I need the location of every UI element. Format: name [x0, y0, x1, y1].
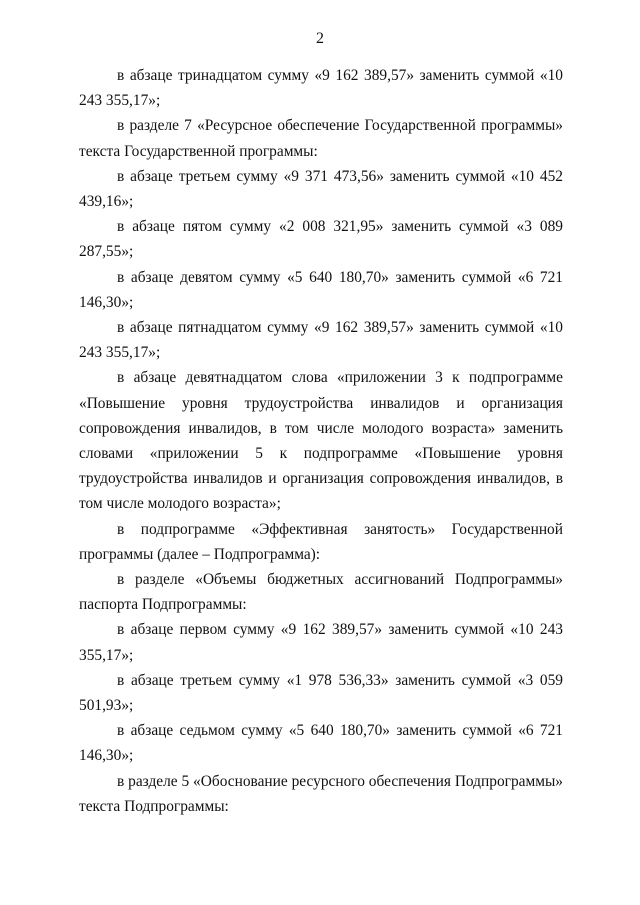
paragraph-4: в абзаце пятом сумму «2 008 321,95» заменить суммой «3 089 287,55»;: [79, 218, 563, 261]
paragraph-11: в абзаце третьем сумму «1 978 536,33» заменить суммой «3 059 501,93»;: [79, 671, 563, 715]
paragraph-6: в абзаце пятнадцатом сумму «9 162 389,57» заменить суммой «10 243 355,17»;: [79, 319, 563, 362]
paragraph-10: в абзаце первом сумму «9 162 389,57» заменить суммой «10 243 355,17»;: [79, 621, 563, 664]
paragraph-8: в подпрограмме «Эффективная занятость» Государственной программы (далее – Подпрограмма):: [79, 520, 563, 563]
paragraph-3: в абзаце третьем сумму «9 371 473,56» заменить суммой «10 452 439,16»;: [79, 167, 563, 211]
paragraph-9: в разделе «Объемы бюджетных ассигнований Подпрограммы» паспорта Подпрограммы:: [79, 571, 563, 614]
paragraph-12: в абзаце седьмом сумму «5 640 180,70» заменить суммой «6 721 146,30»;: [79, 722, 563, 765]
paragraph-5: в абзаце девятом сумму «5 640 180,70» заменить суммой «6 721 146,30»;: [79, 268, 563, 311]
page-number: 2: [316, 30, 324, 47]
paragraph-1: в абзаце тринадцатом сумму «9 162 389,57» заменить суммой «10 243 355,17»;: [79, 67, 563, 110]
document-body: [79, 63, 563, 819]
paragraph-13: в разделе 5 «Обоснование ресурсного обеспечения Подпрограммы» текста Подпрограммы:: [79, 772, 563, 815]
paragraph-2: в разделе 7 «Ресурсное обеспечение Государственной программы» текста Государственной программы:: [79, 117, 563, 160]
paragraph-7: в абзаце девятнадцатом слова «приложении 3 к подпрограмме «Повышение уровня трудоустройства инвалидов и организация сопровождения инвалидов, в том числе молодого возраста» заменить словами «приложении 5 к подпрограмме «Повышение уровня трудоустройства инвалидов и организация сопровождения инвалидов, в том числе молодого возраста»;: [79, 369, 563, 513]
